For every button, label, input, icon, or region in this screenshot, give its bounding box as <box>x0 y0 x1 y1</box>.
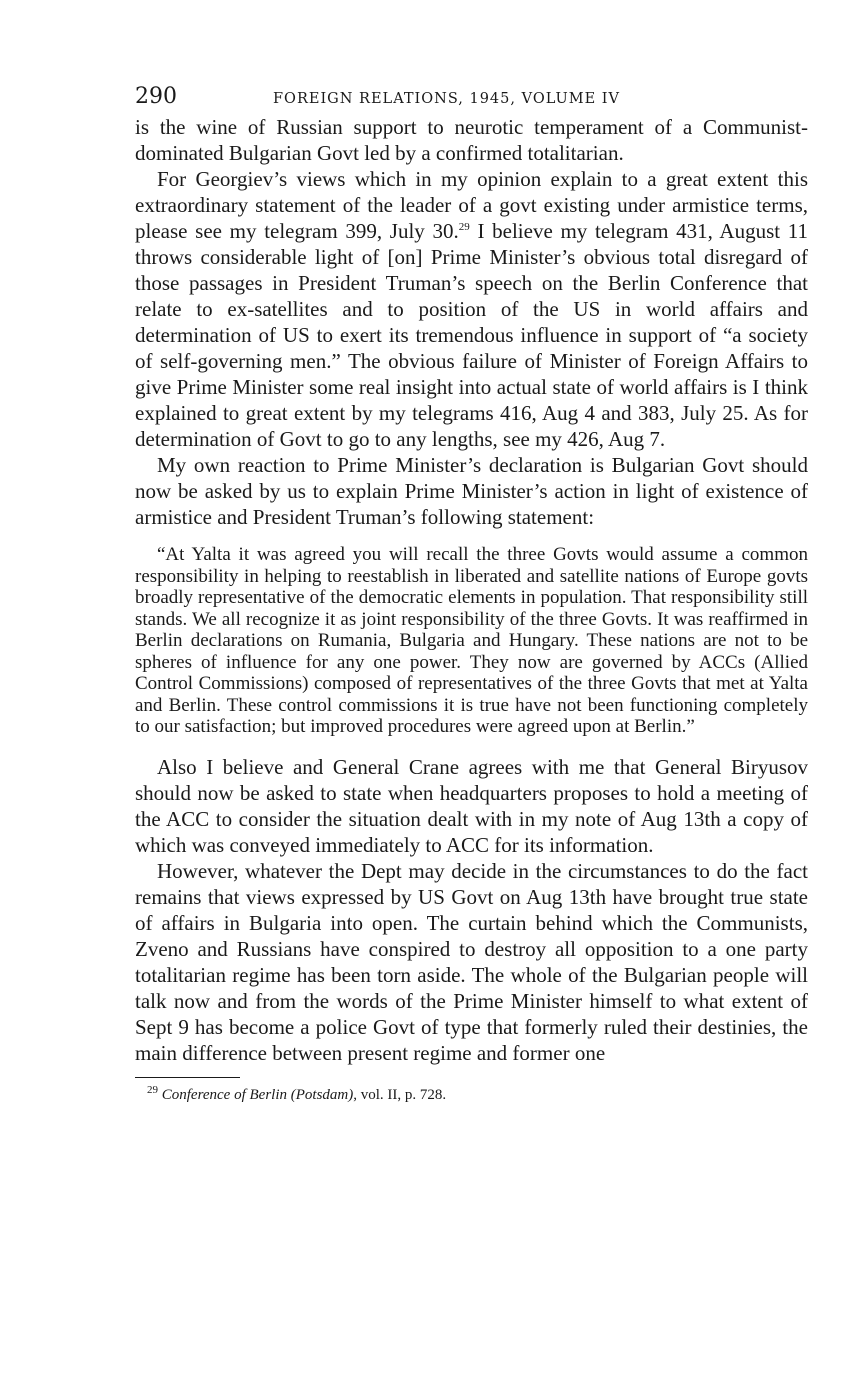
footnote-divider <box>135 1077 240 1078</box>
running-head <box>135 84 808 114</box>
paragraph-georgiev-part1: For Georgiev’s views which in my opinion explain to a great extent this extraordinary statement of the leader of a govt existing under armistice terms, please see my telegram 399, July 30. <box>135 167 808 243</box>
paragraph-continuation: is the wine of Russian support to neurotic temperament of a Communist-dominated Bulgarian Govt led by a confirmed totalitarian. <box>135 115 808 165</box>
paragraph-georgiev-part2: I believe my telegram 431, August 11 throws considerable light of [on] Prime Minister’s obvious total disregard of those passages in President Truman’s speech on the Berlin Conference that relate to ex-satellites and to position of the US in world affairs and determination of US to exert its tremendous influence in support of “a society of self-governing men.” The obvious failure of Minister of Foreign Affairs to give Prime Minister some real insight into actual state of world affairs is I think explained to great extent by my telegrams 416, Aug 4 and 383, July 25. As for determination of Govt to go to any lengths, see my 426, Aug 7. <box>135 219 809 451</box>
document-page <box>135 84 808 1104</box>
footnote-marker: 29 <box>147 1083 158 1096</box>
running-title: FOREIGN RELATIONS, 1945, VOLUME IV <box>273 91 620 107</box>
paragraph-georgiev <box>135 166 808 452</box>
paragraph-biryusov: Also I believe and General Crane agrees with me that General Biryusov should now be asked to state when headquarters proposes to hold a meeting of the ACC to consider the situation dealt with in my note of Aug 13th a copy of which was conveyed immediately to ACC for its information. <box>135 754 808 857</box>
footnote-29 <box>135 1083 808 1104</box>
paragraph-reaction: My own reaction to Prime Minister’s declaration is Bulgarian Govt should now be asked by us to explain Prime Minister’s action in light of existence of armistice and President Truman’s following statement: <box>135 453 808 529</box>
page-number: 290 <box>135 84 177 109</box>
footnote-title: Conference of Berlin (Potsdam) <box>161 1086 354 1103</box>
footnote-reference: 29 <box>458 221 470 233</box>
block-quote-truman: “At Yalta it was agreed you will recall the three Govts would assume a common responsibility in helping to reestablish in liberated and satellite nations of Europe govts broadly representative of the democratic elements in population. That responsibility still stands. We all recognize it as joint responsibility of the three Govts. It was reaffirmed in Berlin declarations on Rumania, Bulgaria and Hungary. These nations are not to be spheres of influence for any one power. They now are governed by ACCs (Allied Control Commissions) composed of representatives of the three Govts that met at Yalta and Berlin. These control commissions it is true have not been functioning completely to our satisfaction; but improved procedures were agreed upon at Berlin.” <box>135 544 808 737</box>
paragraph-however: However, whatever the Dept may decide in the circumstances to do the fact remains that views expressed by US Govt on Aug 13th have brought true state of affairs in Bulgaria into open. The curtain behind which the Communists, Zveno and Russians have conspired to destroy all opposition to a one party totalitarian regime has been torn aside. The whole of the Bulgarian people will talk now and from the words of the Prime Minister himself to what extent of Sept 9 has become a police Govt of type that formerly ruled their destinies, the main difference between present regime and former one <box>135 858 808 1065</box>
footnote-reference-text: , vol. II, p. 728. <box>353 1086 447 1103</box>
